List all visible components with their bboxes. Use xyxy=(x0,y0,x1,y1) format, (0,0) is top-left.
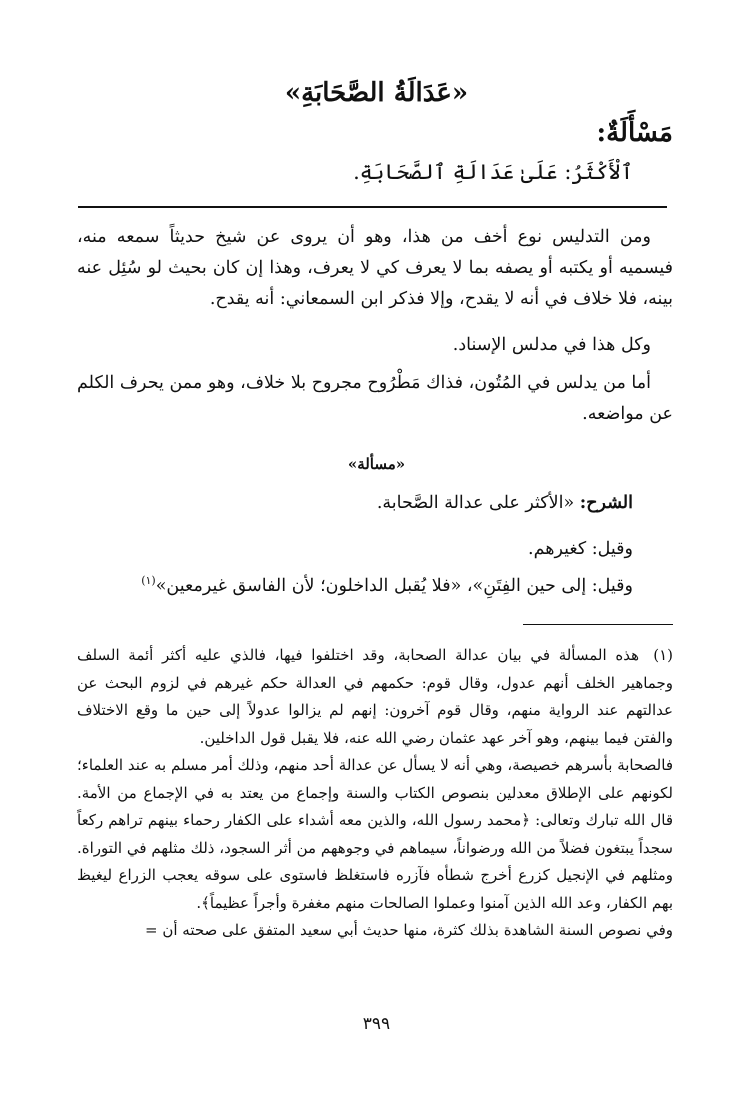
footnote-paragraph-1-text: هذه المسألة في بيان عدالة الصحابة، وقد اختلفوا فيها، فالذي عليه أكثر أئمة السلف وجماهير الخلف أنهم عدول، وقال قوم: حكمهم في العدالة حكم غيرهم في لزوم البحث عن عدالتهم عند الرواية منهم، وقال قوم آخرون: إنهم لم يزالوا عدولاً إلى حين ما وقع الاختلاف والفتن فيما بينهم، وهو آخر عهد عثمان رضي الله عنه، فلا يقبل قول الداخلين. xyxy=(77,646,673,747)
footnote-divider xyxy=(523,624,673,625)
sharh-text: «الأكثر على عدالة الصَّحابة. xyxy=(376,493,575,513)
sharh-line xyxy=(377,488,633,518)
footnote-paragraph-1 xyxy=(77,642,673,752)
divider-rule xyxy=(78,206,667,208)
section-subheading: «مسألة» xyxy=(347,455,406,473)
commentary-paragraph-2: وكل هذا في مدلس الإسناد. xyxy=(452,335,651,355)
commentary-paragraph-3: أما من يدلس في المُتُون، فذاك مَطْرُوح مجروح بلا خلاف، وهو ممن يحرف الكلم عن مواضعه. xyxy=(77,373,673,424)
commentary-paragraph-1: ومن التدليس نوع أخف من هذا، وهو أن يروى عن شيخ حديثاً سمعه منه، فيسميه أو يكتبه أو يصفه بما لا يعرف كي لا يعرف، وهذا إن كان بحيث لو سُئِل عنه بينه، فلا خلاف في أنه لا يقدح، وإلا فذكر ابن السمعاني: أنه يقدح. xyxy=(77,227,673,309)
opinion-line-2-text: وقيل: إلى حين الفِتَنِ»، «فلا يُقبل الداخلون؛ لأن الفاسق غيرمعين» xyxy=(155,575,633,596)
footnote-paragraph-2: فالصحابة بأسرهم خصيصة، وهي أنه لا يسأل عن عدالة أحد منهم، وذلك أمر مسلم به عند العلماء؛ لكونهم على الإطلاق معدلين بنصوص الكتاب والسنة وإجماع من يعتد به في الإجماع من الأمة. قال الله تبارك وتعالى: ﴿محمد رسول الله، والذين معه أشداء على الكفار رحماء بينهم تراهم ركعاً سجداً يبتغون فضلاً من الله ورضواناً، سيماهم في وجوههم من أثر السجود، ذلك مثلهم في التوراة. ومثلهم في الإنجيل كزرع أخرج شطأه فآزره فاستغلظ فاستوى على سوقه يعجب الزراع ليغيظ بهم الكفار، وعد الله الذين آمنوا وعملوا الصالحات منهم مغفرة وأجراً عظيماً﴾. xyxy=(77,756,673,912)
footnote xyxy=(77,642,673,945)
footnote-number: (١) xyxy=(653,646,673,664)
sharh-label: الشرح: xyxy=(579,493,633,513)
masala-label: مَسْأَلَةٌ: xyxy=(596,118,673,148)
chapter-title: «عَدَالَةُ الصَّحَابَةِ» xyxy=(284,78,469,108)
footnote-paragraph-3: وفي نصوص السنة الشاهدة بذلك كثرة، منها حديث أبي سعيد المتفق على صحته أن = xyxy=(145,921,673,939)
matn-text: ٱلْأَكْثَرُ: عَلَىٰ عَدَالَةِ ٱلصَّحَابَةِ. xyxy=(353,160,633,184)
opinion-line-1: وقيل: كغيرهم. xyxy=(528,539,633,559)
page-number: ٣٩٩ xyxy=(362,1014,391,1034)
footnote-reference[interactable]: (١) xyxy=(141,574,156,587)
opinion-line-2 xyxy=(141,566,633,601)
